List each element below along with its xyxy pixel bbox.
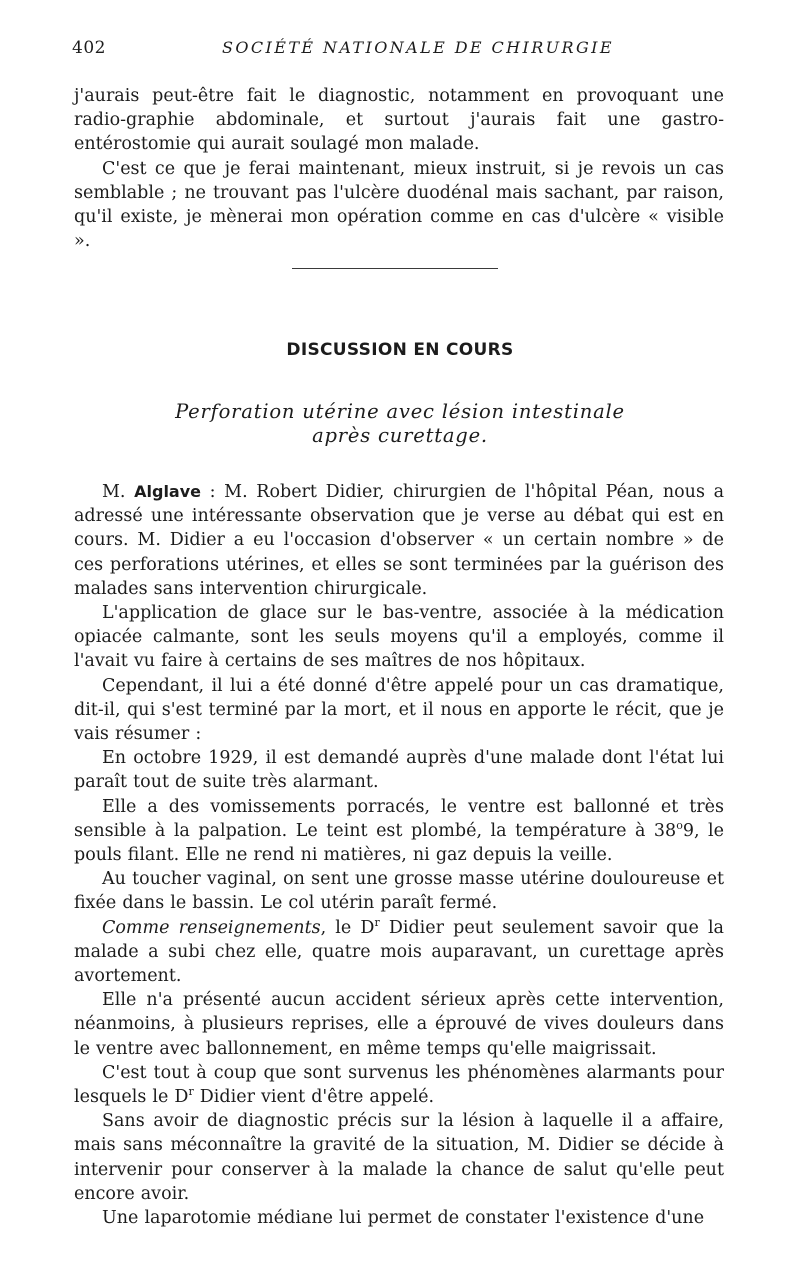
article-paragraph-2: L'application de glace sur le bas-ventre, associée à la médication opiacée calmante, sont les seuls moyens qu'il a employés, comme il l'avait vu faire à certains de ses maîtres de nos hôpitaux. xyxy=(74,603,724,672)
running-title: SOCIÉTÉ NATIONALE DE CHIRURGIE xyxy=(222,38,614,57)
article-paragraph-9 xyxy=(74,1061,724,1109)
article-title-line-2: après curettage. xyxy=(312,424,488,447)
doctor-superscript: r xyxy=(374,915,380,929)
article-paragraph-3: Cependant, il lui a été donné d'être appelé pour un cas dramatique, dit-il, qui s'est terminé par la mort, et il nous en apporte le récit, que je vais résumer : xyxy=(74,675,724,745)
paragraph-text: C'est tout à coup que sont survenus les phénomènes alarmants pour lesquels le D xyxy=(74,1062,724,1108)
intro-text xyxy=(74,84,724,253)
degree-superscript: o xyxy=(676,819,683,833)
article-body xyxy=(74,480,724,1230)
paragraph-text: : M. Robert Didier, chirurgien de l'hôpital Péan, nous a adressé une intéressante observation que je verse au débat qui est en cours. M. Didier a eu l'occasion d'observer « un certain nombre » de ces perforations utérines, et elles se sont terminées par la guérison des malades sans intervention chirurgicale. xyxy=(74,482,724,599)
article-paragraph-10: Sans avoir de diagnostic précis sur la lésion à laquelle il a affaire, mais sans méconnaître la gravité de la situation, M. Didier se décide à intervenir pour conserver à la malade la chance de salut qu'elle peut encore avoir. xyxy=(74,1111,724,1204)
paragraph-text: , le D xyxy=(320,917,375,938)
doctor-superscript: r xyxy=(188,1085,194,1099)
article-paragraph-1 xyxy=(74,480,724,601)
paragraph-text: 9, le pouls filant. Elle ne rend ni matières, ni gaz depuis la veille. xyxy=(74,820,724,866)
article-paragraph-8: Elle n'a présenté aucun accident sérieux après cette intervention, néanmoins, à plusieurs reprises, elle a éprouvé de vives douleurs dans le ventre avec ballonnement, en même temps qu'elle maigrissait. xyxy=(74,990,724,1059)
article-title xyxy=(0,400,800,448)
paragraph-text: Didier peut seulement savoir que la malade a subi chez elle, quatre mois auparavant, un curettage après avortement. xyxy=(74,917,724,987)
italic-phrase: Comme renseignements xyxy=(102,917,321,938)
intro-paragraph-2: C'est ce que je ferai maintenant, mieux instruit, si je revois un cas semblable ; ne trouvant pas l'ulcère duodénal mais sachant, par raison, qu'il existe, je mènerai mon opération comme en cas d'ulcère « visible ». xyxy=(74,158,724,252)
intro-paragraph-1: j'aurais peut-être fait le diagnostic, notamment en provoquant une radio-graphie abdominale, et surtout j'aurais fait une gastro-entérostomie qui aurait soulagé mon malade. xyxy=(74,86,724,155)
page-header xyxy=(72,38,728,60)
section-separator xyxy=(292,268,498,269)
author-name: Alglave xyxy=(134,482,202,501)
paragraph-text: Didier vient d'être appelé. xyxy=(193,1087,435,1108)
article-title-line-1: Perforation utérine avec lésion intestinale xyxy=(175,400,625,423)
article-paragraph-11: Une laparotomie médiane lui permet de constater l'existence d'une xyxy=(102,1208,705,1229)
article-paragraph-6: Au toucher vaginal, on sent une grosse masse utérine douloureuse et fixée dans le bassin. Le col utérin paraît fermé. xyxy=(74,869,724,914)
article-paragraph-5 xyxy=(74,795,724,868)
paragraph-text: Elle a des vomissements porracés, le ventre est ballonné et très sensible à la palpation. Le teint est plombé, la température à 38 xyxy=(74,796,724,841)
article-paragraph-7 xyxy=(74,916,724,989)
section-heading: DISCUSSION EN COURS xyxy=(286,340,514,360)
page-number: 402 xyxy=(72,38,106,58)
title-prefix: M. xyxy=(102,482,135,502)
article-paragraph-4: En octobre 1929, il est demandé auprès d'une malade dont l'état lui paraît tout de suite très alarmant. xyxy=(74,748,724,793)
